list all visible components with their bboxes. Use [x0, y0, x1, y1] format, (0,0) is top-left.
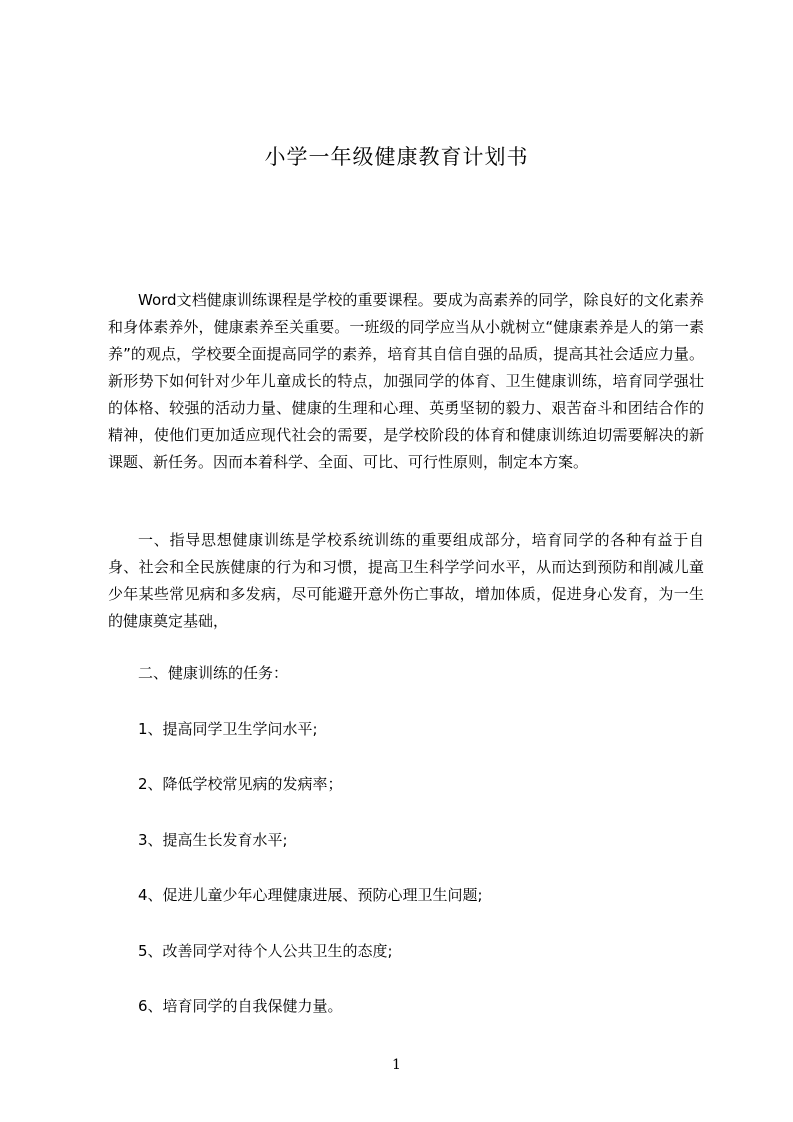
- task-item: 4、促进儿童少年心理健康进展、预防心理卫生问题;: [138, 886, 483, 904]
- section-one-block: [108, 527, 704, 635]
- intro-paragraph: Word文档健康训练课程是学校的重要课程。要成为高素养的同学，除良好的文化素养和身体素养外，健康素养至关重要。一班级的同学应当从小就树立“健康素养是人的第一素养”的观点，学校要全面提高同学的素养，培育其自信自强的品质，提高其社会适应力量。新形势下如何针对少年儿童成长的特点，加强同学的体育、卫生健康训练，培育同学强壮的体格、较强的活动力量、健康的生理和心理、英勇坚韧的毅力、艰苦奋斗和团结合作的精神，使他们更加适应现代社会的需要，是学校阶段的体育和健康训练迫切需要解决的新课题、新任务。因而本着科学、全面、可比、可行性原则，制定本方案。: [108, 291, 704, 471]
- task-item: 1、提高同学卫生学问水平;: [138, 720, 318, 738]
- page-number: 1: [392, 1057, 401, 1073]
- section-two-heading: 二、健康训练的任务：: [138, 664, 289, 682]
- task-item: 3、提高生长发育水平;: [138, 831, 288, 849]
- intro-paragraph-block: [108, 287, 704, 476]
- task-item: 5、改善同学对待个人公共卫生的态度;: [138, 942, 393, 960]
- section-one-paragraph: 一、指导思想健康训练是学校系统训练的重要组成部分，培育同学的各种有益于自身、社会和全民族健康的行为和习惯，提高卫生科学学问水平，从而达到预防和削减儿童少年某些常见病和多发病，尽可能避开意外伤亡事故，增加体质，促进身心发育，为一生的健康奠定基础，: [108, 531, 704, 630]
- task-item: 6、培育同学的自我保健力量。: [138, 997, 343, 1015]
- task-item: 2、降低学校常见病的发病率；: [138, 775, 343, 793]
- document-title: 小学一年级健康教育计划书: [264, 145, 529, 169]
